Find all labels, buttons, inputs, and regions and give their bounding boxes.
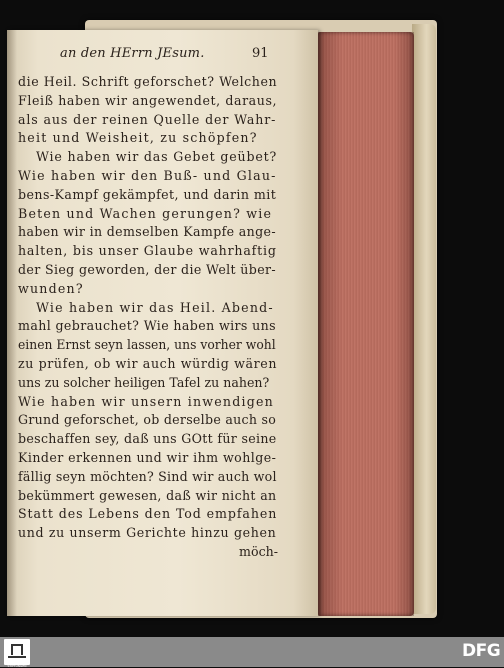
text-line: Statt des Lebens den Tod empfahen — [18, 506, 278, 522]
text-line: als aus der reinen Quelle der Wahr- — [18, 111, 277, 127]
text-line: einen Ernst seyn lassen, uns vorher wohl — [18, 337, 276, 353]
text-line: haben wir in demselben Kampfe ange- — [18, 224, 276, 240]
text-line: Wie haben wir unsern inwendigen — [18, 393, 274, 409]
dfg-logo[interactable]: DFG — [462, 641, 501, 661]
text-line: halten, bis unser Glaube wahrhaftig — [18, 243, 277, 259]
text-line: fällig seyn möchten? Sind wir auch wol — [18, 468, 277, 484]
text-line: wunden? — [18, 280, 84, 296]
building-base-icon — [8, 656, 26, 658]
text-line: mahl gebrauchet? Wie haben wirs uns — [18, 318, 276, 334]
viewer-footer — [0, 637, 504, 667]
page-edges-shade — [318, 32, 414, 616]
text-line: möch- — [239, 543, 278, 559]
text-line: die Heil. Schrift geforschet? Welchen — [18, 74, 278, 89]
page-text — [18, 73, 278, 562]
text-line: heit und Weisheit, zu schöpfen? — [18, 130, 258, 146]
text-line: Fleiß haben wir angewendet, daraus, — [18, 92, 278, 108]
text-line: Wie haben wir das Heil. Abend- — [36, 299, 274, 315]
building-icon — [11, 644, 23, 655]
text-line: der Sieg geworden, der die Welt über- — [18, 261, 277, 277]
text-line: Kinder erkennen und wir ihm wohlge- — [18, 449, 277, 465]
text-line: Wie haben wir das Gebet geübet? — [36, 149, 278, 165]
text-line: Grund geforschet, ob derselbe auch so — [18, 412, 277, 428]
text-line: beschaffen sey, daß uns GOtt für seine — [18, 431, 277, 447]
running-header: an den HErrn JEsum. — [60, 46, 205, 61]
text-line: Beten und Wachen gerungen? wie — [18, 205, 273, 221]
text-line: bekümmert gewesen, daß wir nicht an — [18, 487, 277, 503]
page-number: 91 — [252, 46, 269, 61]
text-line: und zu unserm Gerichte hinzu gehen — [18, 525, 277, 541]
library-logo-label: FRANCKESCHE STIFTUNGEN — [5, 660, 29, 668]
text-line: Wie haben wir den Buß- und Glau- — [18, 167, 277, 183]
text-line: bens-Kampf gekämpfet, und darin mit — [18, 186, 277, 202]
page-gutter-shadow — [7, 30, 17, 616]
text-line: zu prüfen, ob wir auch würdig wären — [18, 355, 278, 371]
text-line: uns zu solcher heiligen Tafel zu nahen? — [18, 374, 270, 390]
book-cover-edge — [412, 24, 436, 614]
